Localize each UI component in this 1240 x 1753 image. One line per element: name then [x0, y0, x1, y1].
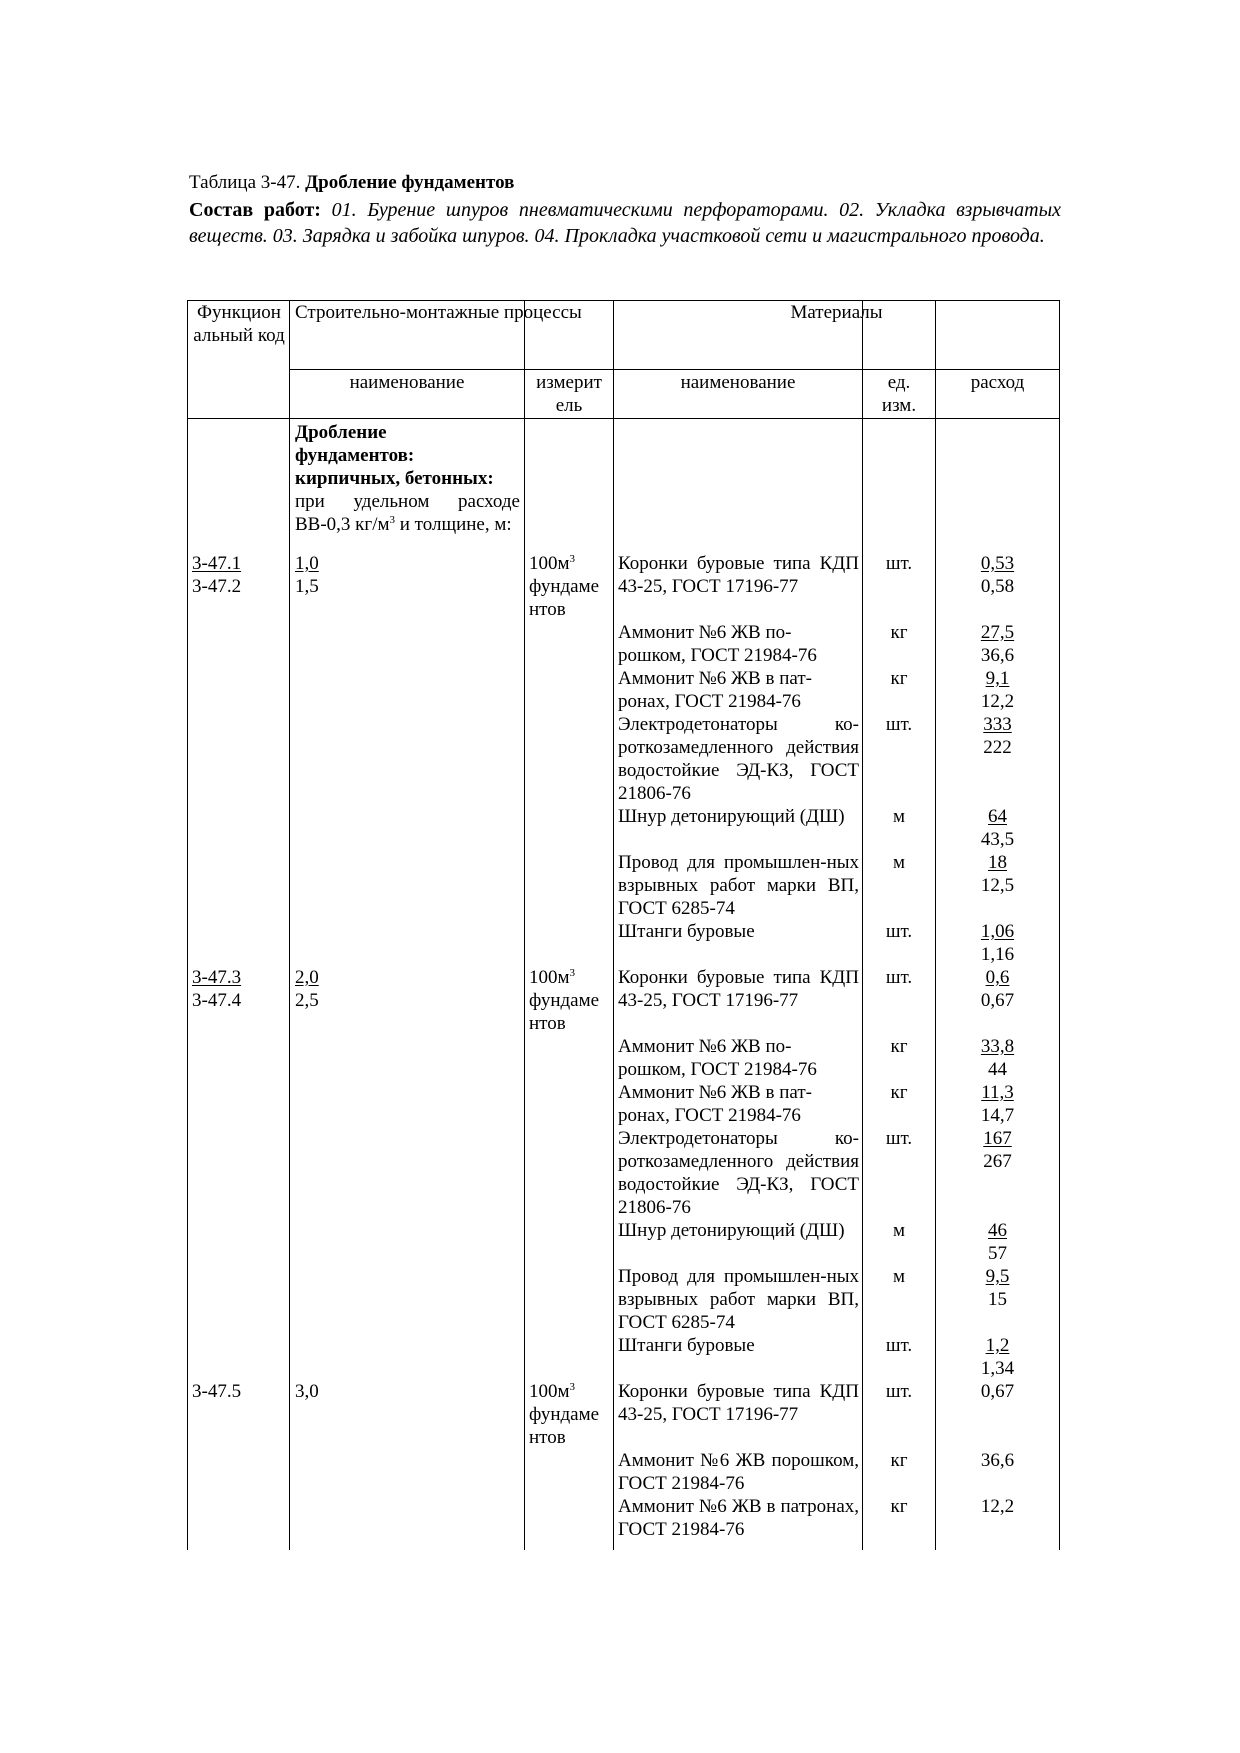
func-code: 3-47.3 3-47.4: [192, 967, 242, 1011]
material-name: Коронки буровые типа КДП 43-25, ГОСТ 17196-77: [618, 967, 859, 1011]
header-middle-line: [289, 369, 1060, 370]
header-bottom-line: [187, 418, 1060, 419]
material-consumption: 64 43,5: [980, 806, 1015, 850]
material-consumption: 1,06 1,16: [980, 921, 1015, 965]
thickness-values: 3,0: [295, 1381, 319, 1402]
table-border-right: [1059, 300, 1060, 1550]
material-consumption: 0,53 0,58: [980, 553, 1015, 597]
work-description-text: 01. Бурение шпуров пневматическими перфораторами. 02. Укладка взрывчатых веществ. 03. Зарядка и забойка шпуров. 04. Прокладка участковой сети и магистрального провода.: [189, 199, 1061, 247]
material-unit: м: [892, 852, 906, 873]
material-unit: кг: [890, 1082, 908, 1103]
material-unit: кг: [890, 1036, 908, 1057]
table-border-left: [187, 300, 188, 1550]
material-name: Штанги буровые: [618, 921, 755, 942]
material-name: Шнур детонирующий (ДШ): [618, 806, 845, 827]
material-unit: кг: [890, 622, 908, 643]
material-name: Шнур детонирующий (ДШ): [618, 1220, 845, 1241]
material-unit: м: [892, 1220, 906, 1241]
material-unit: м: [892, 806, 906, 827]
material-name: Аммонит №6 ЖВ по-рошком, ГОСТ 21984-76: [618, 622, 817, 666]
material-unit: кг: [890, 1450, 908, 1471]
material-consumption: 12,2: [980, 1496, 1015, 1517]
material-unit: шт.: [885, 553, 913, 574]
material-consumption: 0,6 0,67: [980, 967, 1015, 1011]
header-unit: ед. изм.: [881, 372, 917, 416]
header-processes: Строительно-монтажные процессы: [295, 302, 582, 323]
material-unit: шт.: [885, 1335, 913, 1356]
material-name: Аммонит №6 ЖВ в пат-ронах, ГОСТ 21984-76: [618, 1082, 812, 1126]
header-mat-name: наименование: [680, 372, 796, 393]
material-name: Коронки буровые типа КДП 43-25, ГОСТ 17196-77: [618, 553, 859, 597]
meter-cell: $100м^3$ фундаме нтов: [529, 553, 600, 620]
material-name: Коронки буровые типа КДП 43-25, ГОСТ 17196-77: [618, 1381, 859, 1425]
col-divider: [862, 300, 863, 1550]
material-unit: кг: [890, 1496, 908, 1517]
material-name: Аммонит №6 ЖВ в патронах, ГОСТ 21984-76: [618, 1496, 859, 1540]
material-name: Аммонит №6 ЖВ в пат-ронах, ГОСТ 21984-76: [618, 668, 812, 712]
material-consumption: 36,6: [980, 1450, 1015, 1471]
material-consumption: 27,5 36,6: [980, 622, 1015, 666]
table-title: [189, 172, 514, 194]
material-consumption: 9,5 15: [985, 1266, 1010, 1310]
material-unit: шт.: [885, 1381, 913, 1402]
material-consumption: 18 12,5: [980, 852, 1015, 896]
material-unit: м: [892, 1266, 906, 1287]
func-code: 3-47.5: [192, 1381, 242, 1402]
material-consumption: 333 222: [983, 714, 1012, 758]
work-description: [189, 197, 1061, 249]
material-unit: шт.: [885, 714, 913, 735]
header-func-code: Функцион альный код: [193, 302, 285, 346]
material-name: Аммонит №6 ЖВ порошком, ГОСТ 21984-76: [618, 1450, 859, 1494]
material-name: Штанги буровые: [618, 1335, 755, 1356]
col-divider: [289, 300, 290, 1550]
meter-cell: $100м^3$ фундаме нтов: [529, 1381, 600, 1448]
section-subtext: при удельном расходе ВВ-0,3 $кг/м^3$ и толщине, м:: [295, 491, 520, 535]
section-heading: Дробление фундаментов: кирпичных, бетонных:: [295, 422, 494, 489]
material-consumption: 1,2 1,34: [980, 1335, 1015, 1379]
table-number: Таблица 3-47.: [189, 172, 301, 193]
material-name: Провод для промышлен-ных взрывных работ марки ВП, ГОСТ 6285-74: [618, 852, 859, 919]
material-unit: кг: [890, 668, 908, 689]
col-divider: [935, 300, 936, 1550]
header-proc-name: наименование: [349, 372, 465, 393]
material-unit: шт.: [885, 921, 913, 942]
table-name: Дробление фундаментов: [305, 172, 515, 193]
header-materials: Материалы: [790, 302, 883, 323]
norms-table: [187, 300, 1062, 1550]
material-unit: шт.: [885, 967, 913, 988]
material-name: Электродетонаторы ко-роткозамедленного действия водостойкие ЭД-КЗ, ГОСТ 21806-76: [618, 1128, 859, 1218]
thickness-values: 1,0 1,5: [295, 553, 319, 597]
material-consumption: 46 57: [988, 1220, 1007, 1264]
material-name: Электродетонаторы ко-роткозамедленного действия водостойкие ЭД-КЗ, ГОСТ 21806-76: [618, 714, 859, 804]
material-name: Провод для промышлен-ных взрывных работ марки ВП, ГОСТ 6285-74: [618, 1266, 859, 1333]
material-consumption: 9,1 12,2: [980, 668, 1015, 712]
material-consumption: 33,8 44: [980, 1036, 1015, 1080]
material-consumption: 11,3 14,7: [980, 1082, 1015, 1126]
func-code: 3-47.1 3-47.2: [192, 553, 242, 597]
meter-cell: $100м^3$ фундаме нтов: [529, 967, 600, 1034]
material-unit: шт.: [885, 1128, 913, 1149]
material-name: Аммонит №6 ЖВ по-рошком, ГОСТ 21984-76: [618, 1036, 817, 1080]
material-consumption: 167 267: [983, 1128, 1012, 1172]
work-description-label: Состав работ:: [189, 199, 321, 221]
col-divider: [524, 300, 525, 1550]
thickness-values: 2,0 2,5: [295, 967, 319, 1011]
col-divider: [613, 300, 614, 1550]
header-meter: измерит ель: [536, 372, 602, 416]
material-consumption: 0,67: [980, 1381, 1015, 1402]
header-consumption: расход: [970, 372, 1025, 393]
